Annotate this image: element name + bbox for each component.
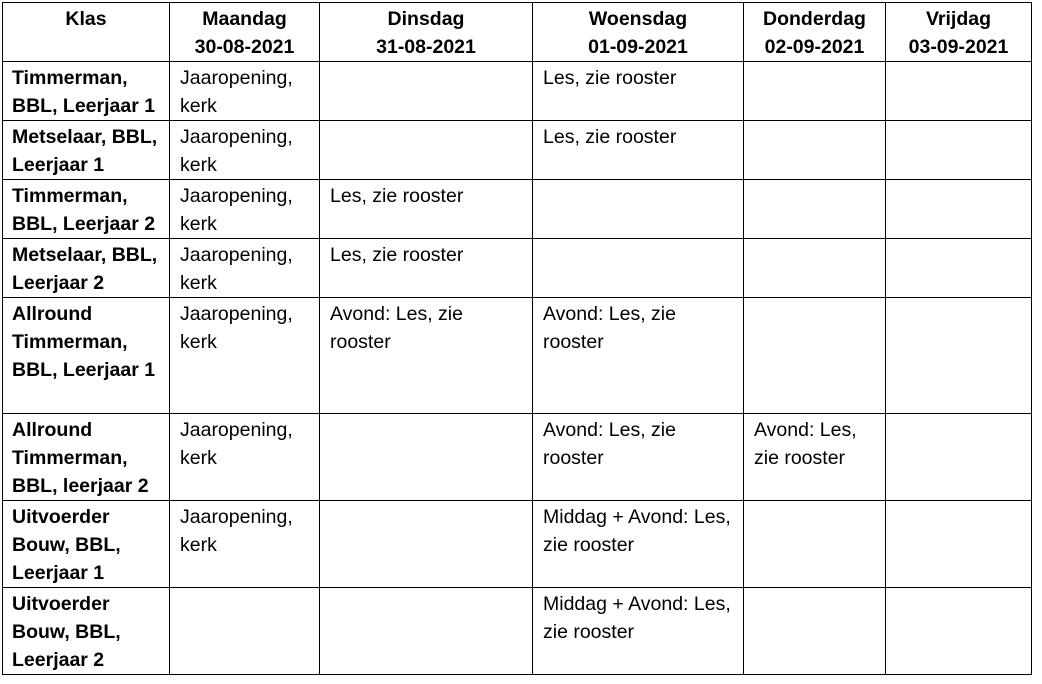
klas-cell: Allround Timmerman, BBL, Leerjaar 1 [3, 298, 170, 414]
header-donderdag: Donderdag 02-09-2021 [744, 3, 886, 62]
woensdag-cell: Les, zie rooster [533, 62, 744, 121]
woensdag-cell: Middag + Avond: Les, zie rooster [533, 501, 744, 588]
donderdag-cell [744, 298, 886, 414]
vrijdag-cell [886, 121, 1032, 180]
maandag-cell: Jaaropening, kerk [170, 62, 320, 121]
maandag-cell [170, 588, 320, 675]
vrijdag-cell [886, 239, 1032, 298]
header-dinsdag: Dinsdag 31-08-2021 [320, 3, 533, 62]
dinsdag-cell: Les, zie rooster [320, 239, 533, 298]
woensdag-cell [533, 180, 744, 239]
header-klas: Klas [3, 3, 170, 62]
table-row [3, 501, 1032, 588]
donderdag-cell [744, 62, 886, 121]
woensdag-cell: Avond: Les, zie rooster [533, 298, 744, 414]
vrijdag-cell [886, 62, 1032, 121]
maandag-cell: Jaaropening, kerk [170, 414, 320, 501]
dinsdag-cell [320, 588, 533, 675]
maandag-cell: Jaaropening, kerk [170, 239, 320, 298]
table-row [3, 239, 1032, 298]
donderdag-cell [744, 180, 886, 239]
dinsdag-cell: Avond: Les, zie rooster [320, 298, 533, 414]
klas-cell: Timmerman, BBL, Leerjaar 2 [3, 180, 170, 239]
klas-cell: Timmerman, BBL, Leerjaar 1 [3, 62, 170, 121]
maandag-cell: Jaaropening, kerk [170, 298, 320, 414]
dinsdag-cell [320, 62, 533, 121]
vrijdag-cell [886, 588, 1032, 675]
woensdag-cell: Les, zie rooster [533, 121, 744, 180]
schedule-table [2, 2, 1032, 675]
maandag-cell: Jaaropening, kerk [170, 180, 320, 239]
table-row [3, 180, 1032, 239]
donderdag-cell: Avond: Les, zie rooster [744, 414, 886, 501]
klas-cell: Allround Timmerman, BBL, leerjaar 2 [3, 414, 170, 501]
klas-cell: Metselaar, BBL, Leerjaar 1 [3, 121, 170, 180]
klas-cell: Metselaar, BBL, Leerjaar 2 [3, 239, 170, 298]
woensdag-cell: Avond: Les, zie rooster [533, 414, 744, 501]
dinsdag-cell [320, 121, 533, 180]
donderdag-cell [744, 239, 886, 298]
donderdag-cell [744, 588, 886, 675]
donderdag-cell [744, 121, 886, 180]
klas-cell: Uitvoerder Bouw, BBL, Leerjaar 2 [3, 588, 170, 675]
woensdag-cell: Middag + Avond: Les, zie rooster [533, 588, 744, 675]
donderdag-cell [744, 501, 886, 588]
table-row [3, 121, 1032, 180]
vrijdag-cell [886, 298, 1032, 414]
vrijdag-cell [886, 501, 1032, 588]
header-maandag: Maandag 30-08-2021 [170, 3, 320, 62]
dinsdag-cell: Les, zie rooster [320, 180, 533, 239]
table-row [3, 298, 1032, 414]
table-row [3, 62, 1032, 121]
header-woensdag: Woensdag 01-09-2021 [533, 3, 744, 62]
vrijdag-cell [886, 180, 1032, 239]
table-row [3, 588, 1032, 675]
woensdag-cell [533, 239, 744, 298]
header-row [3, 3, 1032, 62]
maandag-cell: Jaaropening, kerk [170, 121, 320, 180]
table-row [3, 414, 1032, 501]
maandag-cell: Jaaropening, kerk [170, 501, 320, 588]
klas-cell: Uitvoerder Bouw, BBL, Leerjaar 1 [3, 501, 170, 588]
vrijdag-cell [886, 414, 1032, 501]
dinsdag-cell [320, 414, 533, 501]
header-vrijdag: Vrijdag 03-09-2021 [886, 3, 1032, 62]
dinsdag-cell [320, 501, 533, 588]
